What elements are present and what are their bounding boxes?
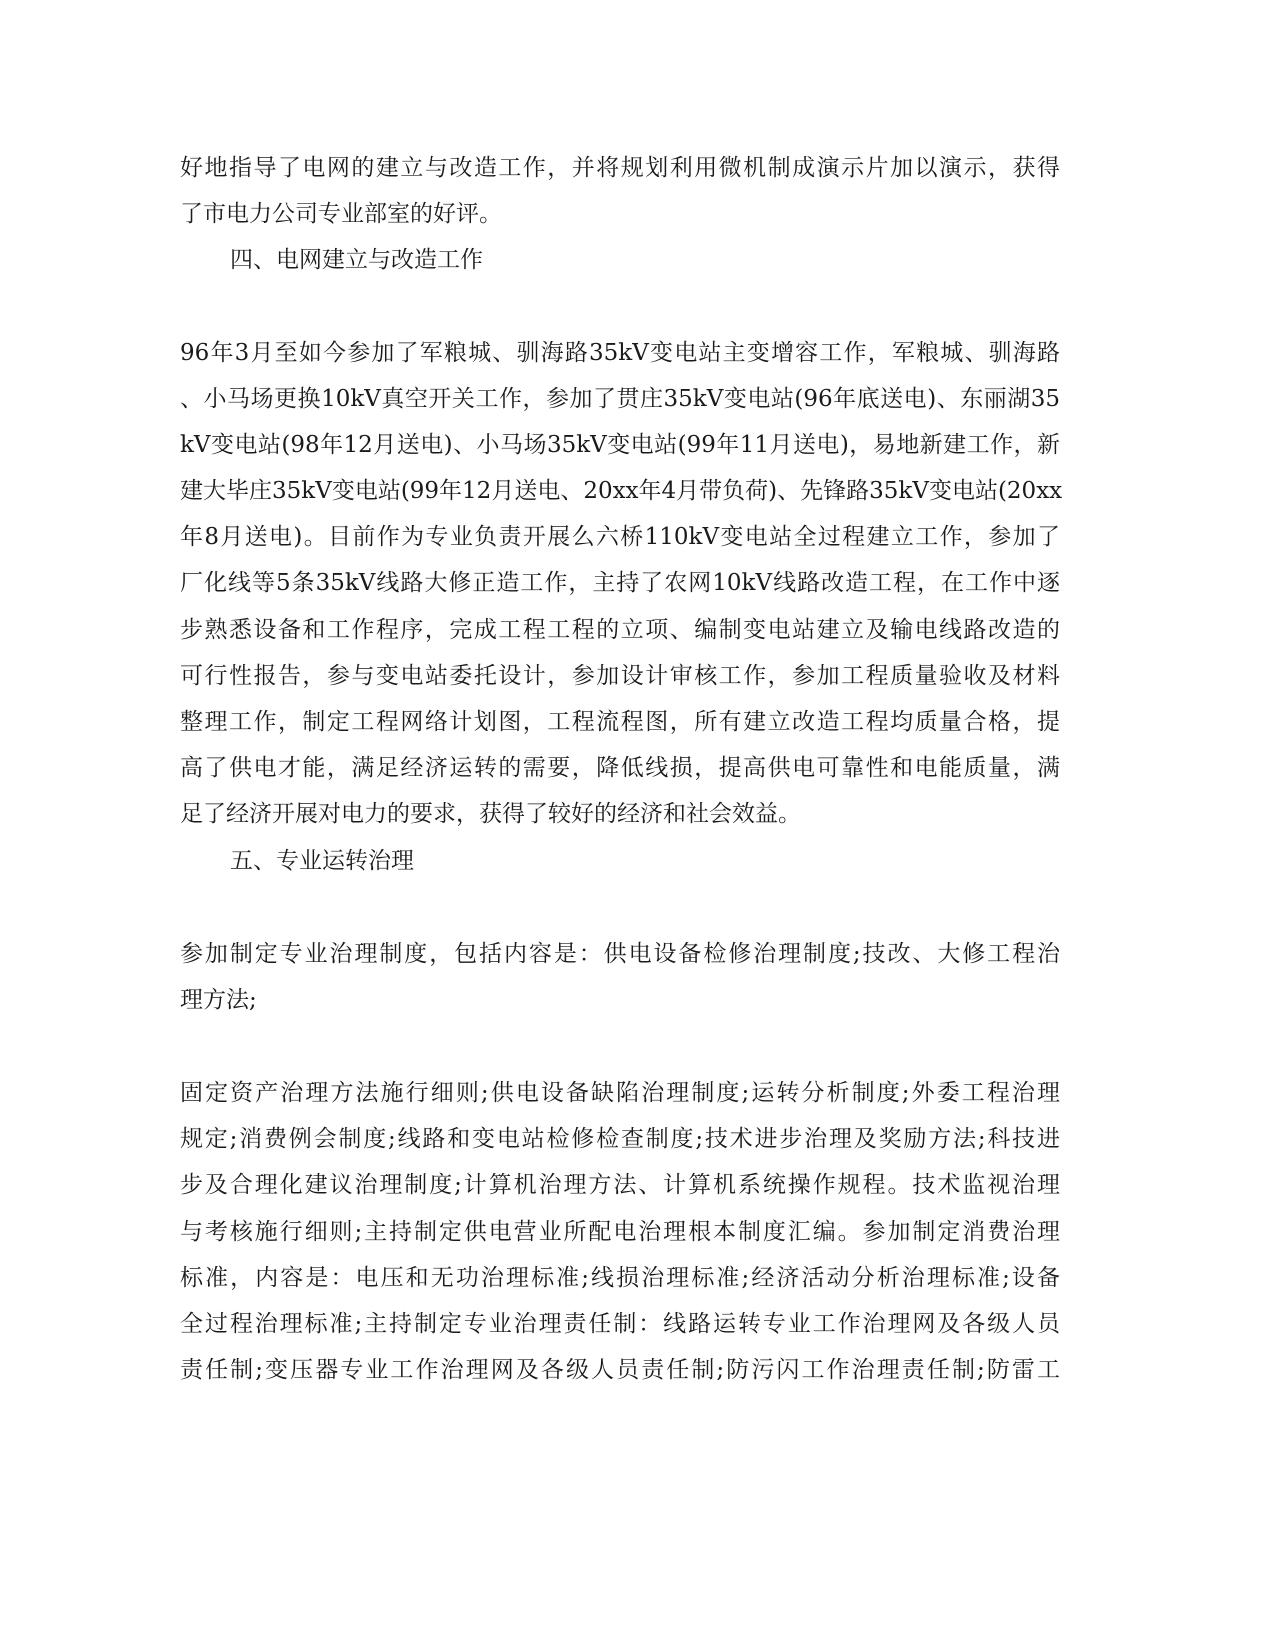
paragraph-line: 可行性报告，参与变电站委托设计，参加设计审核工作，参加工程质量验收及材料: [180, 663, 1060, 689]
paragraph-line: 足了经济开展对电力的要求，获得了较好的经济和社会效益。: [180, 801, 801, 827]
paragraph-line: 了市电力公司专业部室的好评。: [180, 201, 502, 227]
paragraph-line: 、小马场更换10kV真空开关工作，参加了贯庄35kV变电站(96年底送电)、东丽湖35: [180, 386, 1060, 412]
paragraph-line: 整理工作，制定工程网络计划图，工程流程图，所有建立改造工程均质量合格，提: [180, 709, 1060, 735]
paragraph-line: 责任制;变压器专业工作治理网及各级人员责任制;防污闪工作治理责任制;防雷工: [180, 1357, 1060, 1383]
section-heading-5: 五、专业运转治理: [230, 848, 414, 874]
paragraph-line: 全过程治理标准;主持制定专业治理责任制：线路运转专业工作治理网及各级人员: [180, 1311, 1060, 1337]
paragraph-line: 96年3月至如今参加了军粮城、驯海路35kV变电站主变增容工作，军粮城、驯海路: [180, 340, 1060, 366]
paragraph-line: 好地指导了电网的建立与改造工作，并将规划利用微机制成演示片加以演示，获得: [180, 155, 1060, 181]
paragraph-line: 理方法;: [180, 987, 257, 1013]
paragraph-line: 步及合理化建议治理制度;计算机治理方法、计算机系统操作规程。技术监视治理: [180, 1172, 1060, 1198]
paragraph-line: 步熟悉设备和工作程序，完成工程工程的立项、编制变电站建立及输电线路改造的: [180, 617, 1060, 643]
paragraph-line: 年8月送电)。目前作为专业负责开展么六桥110kV变电站全过程建立工作，参加了: [180, 524, 1060, 550]
paragraph-line: 高了供电才能，满足经济运转的需要，降低线损，提高供电可靠性和电能质量，满: [180, 755, 1060, 781]
paragraph-line: 规定;消费例会制度;线路和变电站检修检查制度;技术进步治理及奖励方法;科技进: [180, 1126, 1060, 1152]
paragraph-line: 厂化线等5条35kV线路大修正造工作，主持了农网10kV线路改造工程，在工作中逐: [180, 570, 1060, 596]
paragraph-line: kV变电站(98年12月送电)、小马场35kV变电站(99年11月送电)，易地新建工作，新: [180, 432, 1060, 458]
paragraph-line: 与考核施行细则;主持制定供电营业所配电治理根本制度汇编。参加制定消费治理: [180, 1219, 1060, 1245]
paragraph-line: 标准，内容是：电压和无功治理标准;线损治理标准;经济活动分析治理标准;设备: [180, 1265, 1060, 1291]
section-heading-4: 四、电网建立与改造工作: [230, 247, 483, 273]
paragraph-line: 建大毕庄35kV变电站(99年12月送电、20xx年4月带负荷)、先锋路35kV变电站(20xx: [180, 478, 1063, 504]
paragraph-line: 固定资产治理方法施行细则;供电设备缺陷治理制度;运转分析制度;外委工程治理: [180, 1080, 1060, 1106]
paragraph-line: 参加制定专业治理制度，包括内容是：供电设备检修治理制度;技改、大修工程治: [180, 941, 1060, 967]
